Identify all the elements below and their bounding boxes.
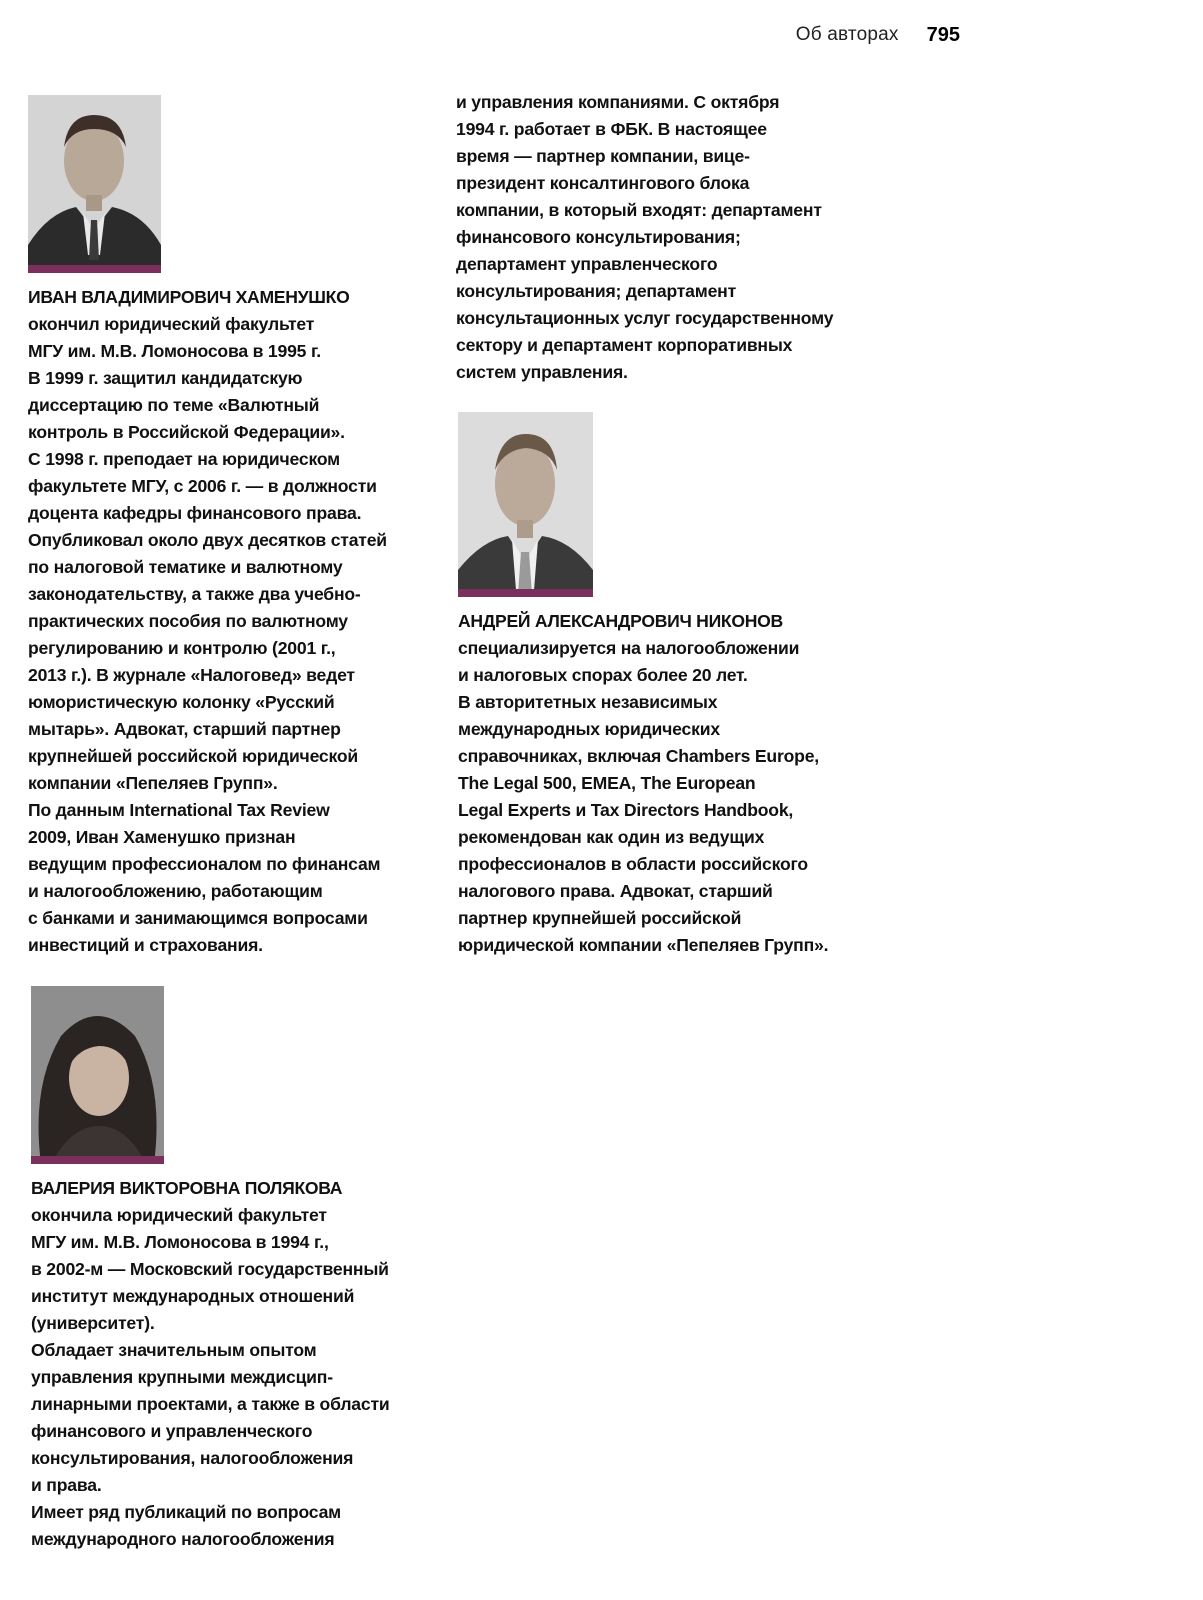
author-name: ИВАН ВЛАДИМИРОВИЧ ХАМЕНУШКО — [28, 287, 350, 307]
page-number: 795 — [926, 23, 960, 46]
author-block-polyakova — [31, 1175, 441, 1553]
author-photo-nikonov — [458, 412, 593, 597]
author-block-khamenushko — [28, 284, 438, 959]
photo-band — [458, 589, 593, 597]
photo-band — [28, 265, 161, 273]
portrait-man-icon — [458, 412, 593, 597]
author-bio: окончил юридический факультет МГУ им. М.В. Ломоносова в 1995 г. В 1999 г. защитил кандидатскую диссертацию по теме «Валютный контроль в Российской Федерации». С 1998 г. преподает на юридическом факультете МГУ, с 2006 г. — в должности доцента кафедры финансового права. Опубликовал около двух десятков статей по налоговой тематике и валютному законодательству, а также два учебно- практических пособия по валютному регулированию и контролю (2001 г., 2013 г.). В журнале «Налоговед» ведет юмористическую колонку «Русский мытарь». Адвокат, старший партнер крупнейшей российской юридической компании «Пепеляев Групп». По данным International Tax Review 2009, Иван Хаменушко признан ведущим профессионалом по финансам и налогообложению, работающим с банками и занимающимся вопросами инвестиций и страхования. — [28, 314, 387, 955]
author-bio-continuation: и управления компаниями. С октября 1994 г. работает в ФБК. В настоящее время — партнер компании, вице- президент консалтингового блока компании, в который входят: департамент финансового консультирования; департамент управленческого консультирования; департамент консультационных услуг государственному сектору и департамент корпоративных систем управления. — [456, 92, 834, 382]
running-header — [700, 20, 960, 50]
author-bio: специализируется на налогообложении и налоговых спорах более 20 лет. В авторитетных независимых международных юридических справочниках, включая Chambers Europe, The Legal 500, EMEA, The European Legal Experts и Tax Directors Handbook, рекомендован как один из ведущих профессионалов в области российского налогового права. Адвокат, старший партнер крупнейшей российской юридической компании «Пепеляев Групп». — [458, 638, 829, 955]
author-photo-polyakova — [31, 986, 164, 1164]
portrait-woman-icon — [31, 986, 164, 1164]
photo-band — [31, 1156, 164, 1164]
portrait-man-icon — [28, 95, 161, 273]
author-name: АНДРЕЙ АЛЕКСАНДРОВИЧ НИКОНОВ — [458, 611, 783, 631]
author-photo-khamenushko — [28, 95, 161, 273]
author-block-nikonov — [458, 608, 878, 959]
author-bio: окончила юридический факультет МГУ им. М.В. Ломоносова в 1994 г., в 2002-м — Московский государственный институт международных отношений (университет). Обладает значительным опытом управления крупными междисцип- линарными проектами, а также в области финансового и управленческого консультирования, налогообложения и права. Имеет ряд публикаций по вопросам международного налогообложения — [31, 1205, 390, 1549]
author-name: ВАЛЕРИЯ ВИКТОРОВНА ПОЛЯКОВА — [31, 1178, 343, 1198]
section-title: Об авторах — [795, 24, 899, 45]
bio-continuation — [456, 89, 876, 386]
